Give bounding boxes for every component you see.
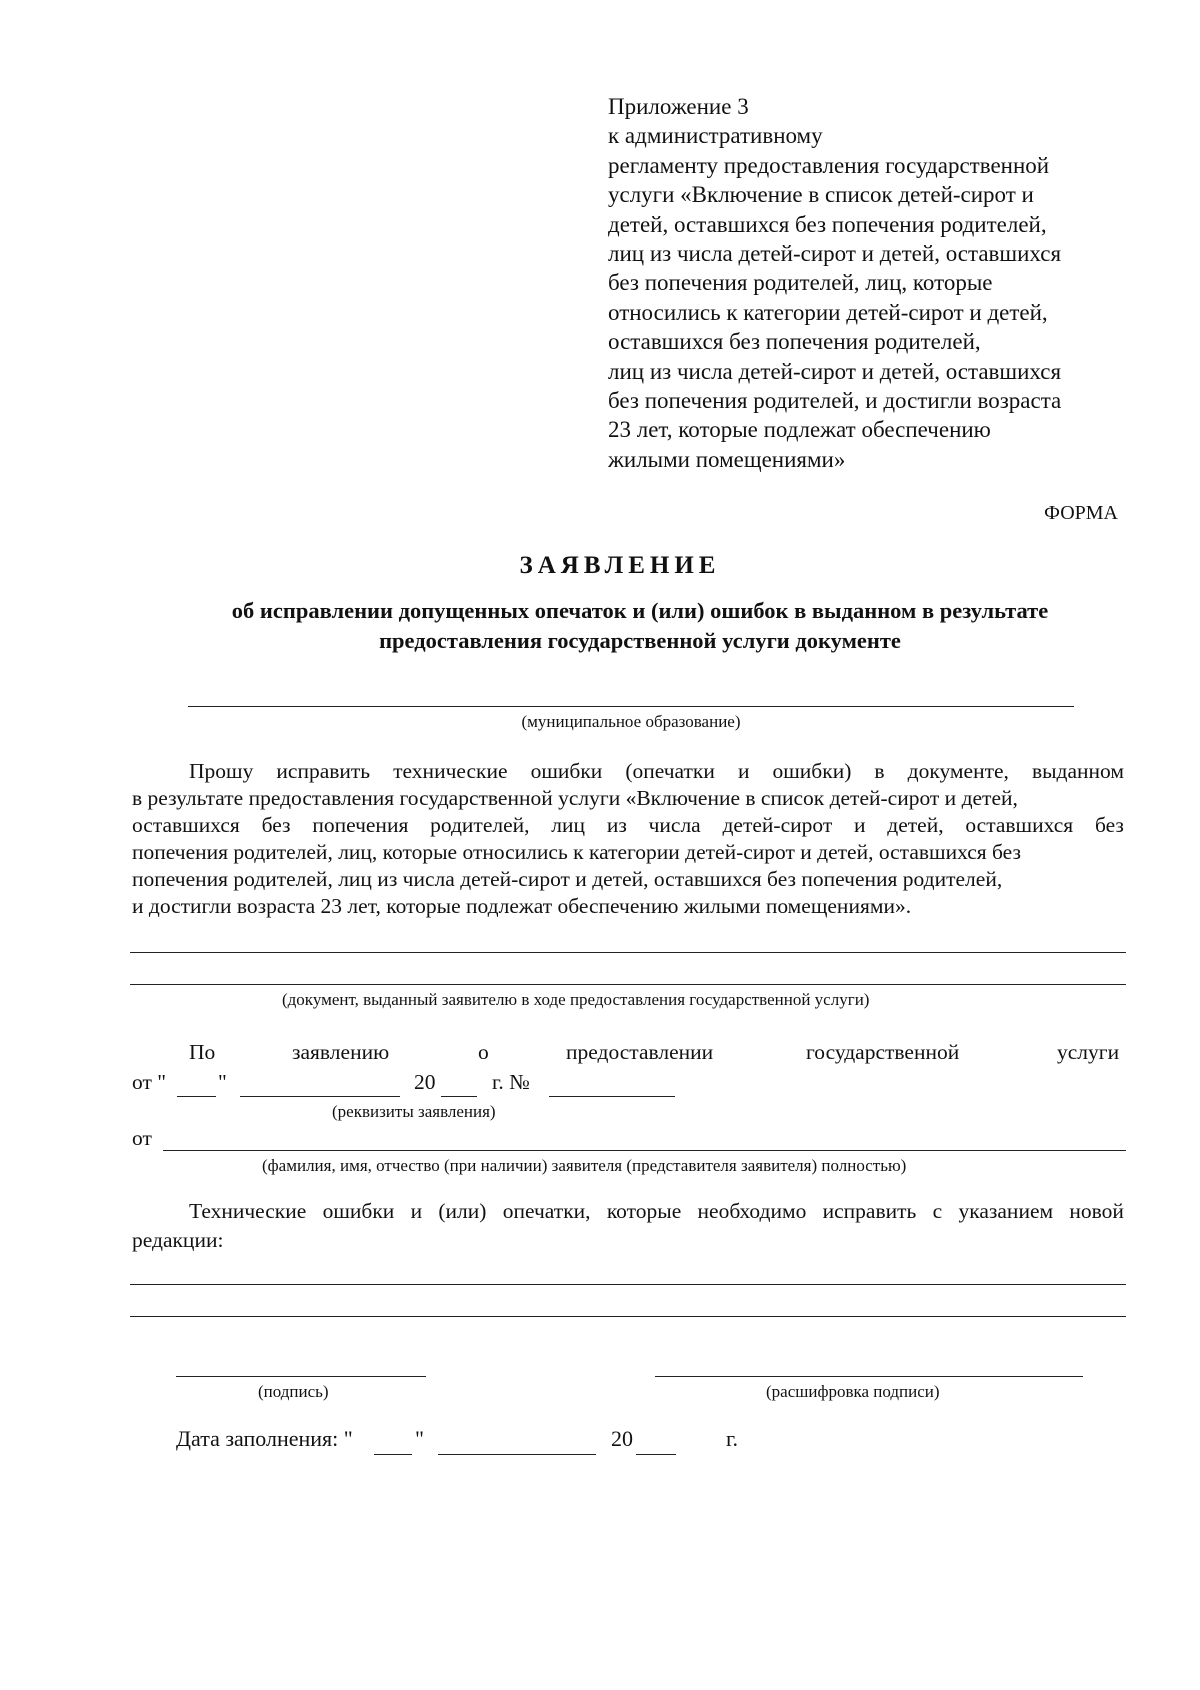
tech-errors-line: редакции:: [132, 1228, 224, 1252]
request-line: попечения родителей, лиц, которые относились к категории детей-сирот и детей, оставшихся без: [132, 840, 1021, 864]
application-word: заявлению: [292, 1040, 390, 1064]
word: детей-сирот: [722, 813, 833, 837]
application-day-field[interactable]: [177, 1096, 216, 1097]
word: числа: [648, 813, 701, 837]
appendix-line: жилыми помещениями»: [608, 446, 846, 472]
fill-date-year-prefix: 20: [611, 1426, 633, 1451]
word: лиц: [551, 813, 586, 837]
appendix-line: относились к категории детей-сирот и детей,: [608, 299, 1048, 325]
word: новой: [1069, 1199, 1124, 1223]
application-month-field[interactable]: [240, 1096, 400, 1097]
word: Технические: [189, 1199, 307, 1223]
word: ошибки: [322, 1199, 395, 1223]
appendix-line: лиц из числа детей-сирот и детей, оставшихся: [608, 241, 1062, 267]
appendix-line: регламенту предоставления государственной: [608, 152, 1050, 178]
word: Прошу: [189, 759, 254, 783]
word: детей,: [887, 813, 944, 837]
application-word: предоставлении: [566, 1040, 714, 1064]
appendix-block: [608, 92, 1168, 474]
signature-caption: (подпись): [258, 1382, 329, 1401]
word: в: [874, 759, 885, 783]
fill-date-day-field[interactable]: [374, 1454, 412, 1455]
word: ошибки: [530, 759, 603, 783]
tech-errors-field-1[interactable]: [130, 1284, 1126, 1285]
municipality-caption: (муниципальное образование): [521, 712, 741, 731]
document-title: ЗАЯВЛЕНИЕ: [519, 552, 721, 579]
word: и: [854, 813, 866, 837]
application-word: о: [478, 1040, 489, 1064]
request-line: [132, 812, 1124, 839]
fill-date-year-suffix: г.: [726, 1426, 739, 1451]
word: необходимо: [697, 1199, 807, 1223]
word: попечения: [312, 813, 409, 837]
word: и: [410, 1199, 423, 1223]
appendix-line: к административному: [608, 123, 823, 149]
word: технические: [393, 759, 508, 783]
application-from-label: от ": [132, 1070, 167, 1094]
request-line: [132, 758, 1124, 785]
word: которые: [606, 1199, 682, 1223]
word: без: [1094, 813, 1124, 837]
application-number-field[interactable]: [549, 1096, 675, 1097]
document-field-line-1[interactable]: [130, 952, 1126, 953]
subtitle-line: предоставления государственной услуги документе: [379, 628, 901, 653]
word: указанием: [958, 1199, 1054, 1223]
tech-errors-paragraph: [132, 1197, 1124, 1255]
tech-errors-line: [132, 1197, 1124, 1226]
word: исправить: [276, 759, 371, 783]
document-subtitle: [0, 596, 1200, 656]
appendix-line: 23 лет, которые подлежат обеспечению: [608, 417, 991, 443]
application-word: государственной: [806, 1040, 960, 1064]
word: документе,: [907, 759, 1009, 783]
word: с: [932, 1199, 943, 1223]
municipality-field[interactable]: [188, 706, 1074, 707]
appendix-line: Приложение 3: [608, 94, 749, 119]
fill-date-month-field[interactable]: [438, 1454, 596, 1455]
request-line: попечения родителей, лиц из числа детей-сирот и детей, оставшихся без попечения родителей,: [132, 867, 1003, 891]
application-word: По: [189, 1040, 216, 1064]
application-caption: (реквизиты заявления): [332, 1102, 496, 1121]
applicant-from-label: от: [132, 1126, 152, 1150]
word: (опечатки: [625, 759, 715, 783]
fill-date-label: Дата заполнения: ": [176, 1426, 353, 1451]
appendix-line: без попечения родителей, и достигли возраста: [608, 388, 1062, 414]
word: родителей,: [430, 813, 530, 837]
tech-errors-field-2[interactable]: [130, 1316, 1126, 1317]
form-label: ФОРМА: [1044, 502, 1118, 524]
application-word: услуги: [1057, 1040, 1120, 1064]
word: из: [606, 813, 627, 837]
document-field-line-2[interactable]: [130, 984, 1126, 985]
word: ошибки): [772, 759, 852, 783]
signature-decryption-field[interactable]: [655, 1376, 1083, 1377]
appendix-line: оставшихся без попечения родителей,: [608, 329, 981, 355]
application-year-prefix: 20: [414, 1070, 436, 1094]
appendix-line: без попечения родителей, лиц, которые: [608, 270, 993, 296]
application-number-label: г. №: [492, 1070, 530, 1094]
appendix-line: лиц из числа детей-сирот и детей, оставшихся: [608, 358, 1062, 384]
request-paragraph: [132, 758, 1124, 920]
applicant-caption: (фамилия, имя, отчество (при наличии) заявителя (представителя заявителя) полностью): [262, 1156, 907, 1175]
word: выданном: [1031, 759, 1124, 783]
application-year-field[interactable]: [441, 1096, 477, 1097]
fill-date-year-field[interactable]: [636, 1454, 676, 1455]
subtitle-line: об исправлении допущенных опечаток и (или) ошибок в выданном в результате: [231, 598, 1049, 623]
word: без: [261, 813, 291, 837]
appendix-line: детей, оставшихся без попечения родителей,: [608, 211, 1047, 237]
fill-date-quote-close: ": [415, 1426, 424, 1451]
word: оставшихся: [965, 813, 1074, 837]
document-caption: (документ, выданный заявителю в ходе предоставления государственной услуги): [282, 990, 870, 1009]
request-line: в результате предоставления государственной услуги «Включение в список детей-сирот и детей,: [132, 786, 1018, 810]
signature-decryption-caption: (расшифровка подписи): [766, 1382, 940, 1401]
request-line: и достигли возраста 23 лет, которые подлежат обеспечению жилыми помещениями».: [132, 894, 912, 918]
applicant-field[interactable]: [163, 1150, 1126, 1151]
word: опечатки,: [502, 1199, 591, 1223]
word: исправить: [822, 1199, 917, 1223]
appendix-line: услуги «Включение в список детей-сирот и: [608, 182, 1034, 208]
word: (или): [438, 1199, 487, 1223]
word: и: [737, 759, 750, 783]
word: оставшихся: [132, 813, 240, 837]
signature-field[interactable]: [176, 1376, 426, 1377]
application-quote-close: ": [218, 1070, 227, 1094]
